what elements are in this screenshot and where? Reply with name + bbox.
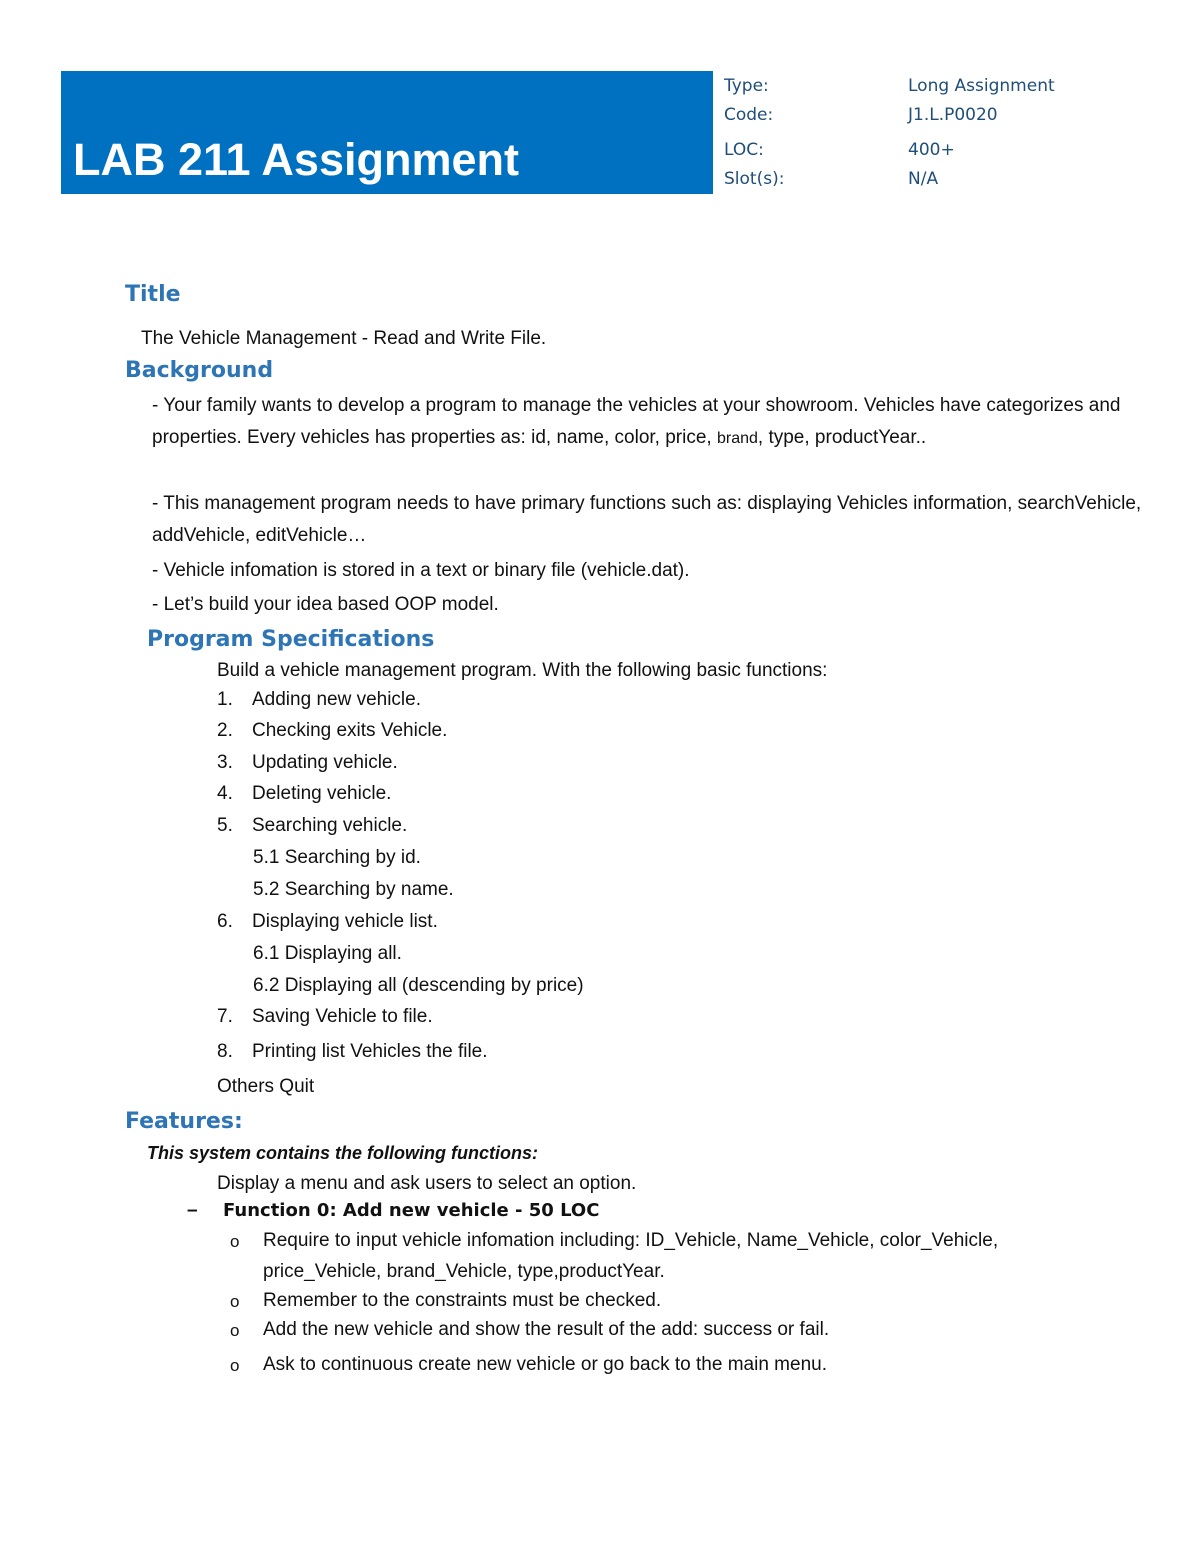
list-item-number: 6.	[217, 911, 233, 932]
meta-label: Slot(s):	[724, 169, 785, 189]
features-subtitle: This system contains the following functions:	[147, 1143, 539, 1163]
title-banner	[61, 71, 713, 194]
circle-bullet: o	[230, 1321, 240, 1340]
meta-label: Type:	[724, 76, 769, 96]
background-paragraph-3: - Vehicle infomation is stored in a text or binary file (vehicle.dat).	[152, 560, 690, 581]
meta-label: LOC:	[724, 140, 764, 160]
background-p1-text: - Your family wants to develop a program to manage the vehicles at your showroom. Vehicles have categorizes and properties. Every vehicles has properties as: id, name, color, price,	[152, 395, 1121, 448]
spec-intro: Build a vehicle management program. With the following basic functions:	[217, 660, 828, 681]
list-item: Deleting vehicle.	[252, 783, 392, 804]
list-item-number: 8.	[217, 1041, 233, 1062]
dash-bullet: –	[187, 1200, 198, 1221]
features-menu-line: Display a menu and ask users to select an option.	[217, 1173, 637, 1194]
meta-value: N/A	[908, 169, 939, 189]
background-p1-brand: brand	[716, 430, 758, 447]
list-item: Searching vehicle.	[252, 815, 408, 836]
background-paragraph-1	[152, 390, 1152, 455]
list-item-number: 4.	[217, 783, 233, 804]
list-item: Checking exits Vehicle.	[252, 720, 448, 741]
meta-value: J1.L.P0020	[908, 105, 998, 125]
list-item: Updating vehicle.	[252, 752, 398, 773]
list-subitem: 5.1 Searching by id.	[253, 847, 421, 868]
section-heading-features: Features:	[125, 1109, 243, 1134]
circle-bullet: o	[230, 1232, 240, 1251]
list-item-number: 2.	[217, 720, 233, 741]
function-0-bullet: Require to input vehicle infomation including: ID_Vehicle, Name_Vehicle, color_Vehicle,	[263, 1230, 999, 1251]
list-subitem: 5.2 Searching by name.	[253, 879, 454, 900]
function-0-bullet: Ask to continuous create new vehicle or go back to the main menu.	[263, 1354, 827, 1375]
background-paragraph-4: - Let’s build your idea based OOP model.	[152, 594, 499, 615]
function-0-title: Function 0: Add new vehicle - 50 LOC	[223, 1200, 600, 1221]
list-subitem: 6.1 Displaying all.	[253, 943, 402, 964]
list-item-number: 1.	[217, 689, 233, 710]
background-p1-text-end: , type, productYear..	[757, 427, 927, 448]
list-item-number: 7.	[217, 1006, 233, 1027]
section-heading-background: Background	[125, 358, 274, 383]
list-item: Displaying vehicle list.	[252, 911, 438, 932]
list-subitem: 6.2 Displaying all (descending by price)	[253, 975, 584, 996]
circle-bullet: o	[230, 1356, 240, 1375]
title-text: The Vehicle Management - Read and Write File.	[141, 328, 547, 349]
meta-value: 400+	[908, 140, 955, 160]
section-heading-title: Title	[125, 282, 181, 307]
list-item: Saving Vehicle to file.	[252, 1006, 433, 1027]
section-heading-program-specifications: Program Specifications	[147, 627, 435, 652]
spec-others: Others Quit	[217, 1076, 315, 1097]
banner-title: LAB 211 Assignment	[73, 134, 519, 185]
list-item: Adding new vehicle.	[252, 689, 421, 710]
meta-value: Long Assignment	[908, 76, 1055, 96]
function-0-bullet: Add the new vehicle and show the result of the add: success or fail.	[263, 1319, 830, 1340]
function-0-bullet-continuation: price_Vehicle, brand_Vehicle, type,productYear.	[263, 1261, 665, 1282]
background-paragraph-2: - This management program needs to have primary functions such as: displaying Vehicles information, searchVehicle, addVehicle, editVehicle…	[152, 493, 1142, 546]
circle-bullet: o	[230, 1292, 240, 1311]
list-item: Printing list Vehicles the file.	[252, 1041, 488, 1062]
function-0-bullet: Remember to the constraints must be checked.	[263, 1290, 662, 1311]
list-item-number: 3.	[217, 752, 233, 773]
meta-label: Code:	[724, 105, 774, 125]
list-item-number: 5.	[217, 815, 233, 836]
